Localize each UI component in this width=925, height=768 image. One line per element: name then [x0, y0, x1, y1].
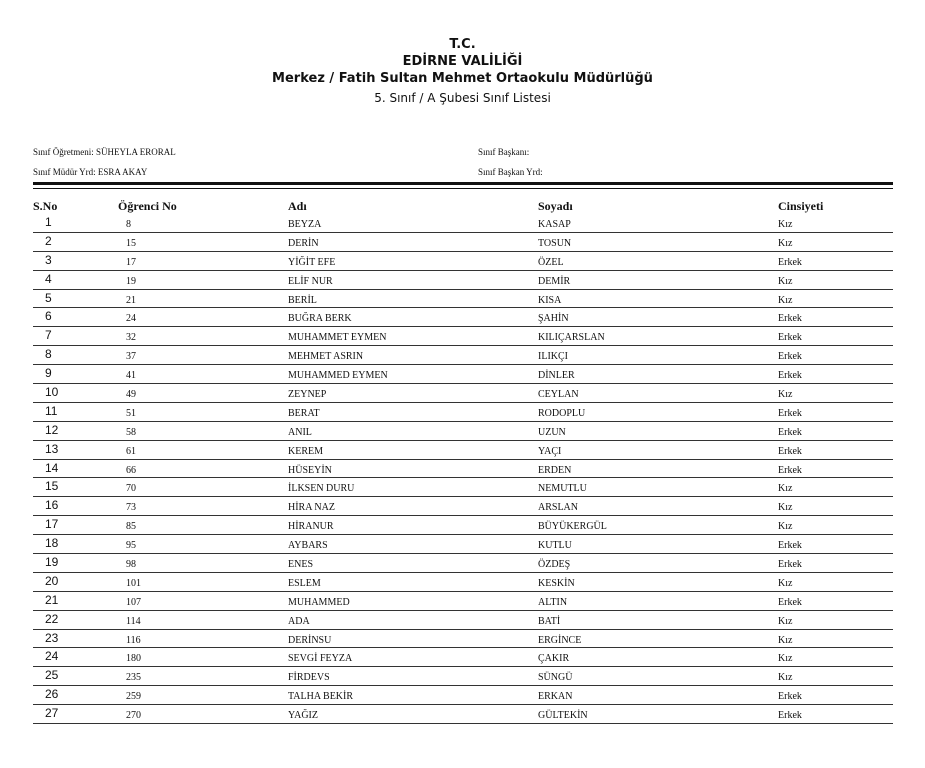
student-name: KEREM [288, 445, 323, 457]
student-name: MEHMET ASRIN [288, 351, 364, 363]
student-name: DERİN [288, 237, 319, 249]
student-gender: Kız [778, 237, 793, 249]
student-surname: ERDEN [538, 464, 572, 476]
student-name: TALHA BEKİR [288, 691, 354, 703]
student-surname: ALTIN [538, 596, 568, 608]
table-row [33, 422, 893, 441]
student-gender: Erkek [778, 426, 802, 438]
table-row [33, 592, 893, 611]
student-gender: Erkek [778, 445, 802, 457]
page-title: 5. Sınıf / A Şubesi Sınıf Listesi [374, 91, 551, 105]
table-row [33, 290, 893, 309]
table-row [33, 648, 893, 667]
student-number: 98 [126, 559, 136, 571]
student-number: 259 [126, 691, 141, 703]
student-name: ELİF NUR [288, 275, 333, 287]
student-name: ESLEM [288, 577, 321, 589]
student-name: DERİNSU [288, 634, 332, 646]
table-row [33, 535, 893, 554]
table-row [33, 460, 893, 479]
student-surname: ŞAHİN [538, 313, 569, 325]
student-surname: CEYLAN [538, 389, 579, 401]
row-no: 20 [45, 573, 59, 588]
row-no: 7 [45, 328, 52, 343]
table-row [33, 327, 893, 346]
table-row [33, 611, 893, 630]
row-no: 26 [45, 687, 59, 702]
row-no: 10 [45, 385, 59, 400]
student-gender: Erkek [778, 710, 802, 722]
student-number: 101 [126, 577, 141, 589]
student-gender: Kız [778, 653, 793, 665]
student-surname: ILIKÇI [538, 351, 568, 363]
header-divider-thin [33, 188, 893, 189]
student-name: ENES [288, 559, 313, 571]
student-gender: Erkek [778, 464, 802, 476]
student-name: BUĞRA BERK [288, 313, 352, 325]
student-number: 8 [126, 219, 131, 230]
col-header-gender: Cinsiyeti [778, 199, 824, 213]
student-surname: GÜLTEKİN [538, 710, 588, 722]
student-number: 24 [126, 313, 136, 325]
row-no: 9 [45, 366, 52, 381]
student-number: 270 [126, 710, 141, 722]
student-gender: Kız [778, 483, 793, 495]
student-name: HİRA NAZ [288, 502, 335, 514]
student-surname: TOSUN [538, 237, 572, 249]
row-no: 27 [45, 706, 59, 721]
student-surname: KESKİN [538, 577, 575, 589]
student-surname: KILIÇARSLAN [538, 332, 605, 344]
student-surname: ÇAKIR [538, 653, 570, 665]
row-no: 19 [45, 555, 59, 570]
student-name: MUHAMMED [288, 596, 350, 608]
student-gender: Kız [778, 294, 793, 306]
row-no: 24 [45, 649, 59, 664]
student-name: ADA [288, 615, 310, 627]
student-surname: DİNLER [538, 370, 575, 382]
student-name: BEYZA [288, 219, 322, 230]
student-surname: DEMİR [538, 275, 571, 287]
row-no: 18 [45, 536, 59, 551]
row-no: 25 [45, 668, 59, 683]
table-row [33, 384, 893, 403]
student-gender: Erkek [778, 256, 802, 268]
row-no: 4 [45, 271, 52, 286]
student-surname: UZUN [538, 426, 566, 438]
table-row [33, 403, 893, 422]
student-number: 73 [126, 502, 136, 514]
row-no: 12 [45, 422, 59, 437]
student-number: 114 [126, 615, 141, 627]
student-number: 107 [126, 596, 141, 608]
header-school: Merkez / Fatih Sultan Mehmet Ortaokulu Müdürlüğü [272, 71, 653, 86]
student-name: BERİL [288, 294, 317, 306]
row-no: 16 [45, 498, 59, 513]
student-number: 21 [126, 294, 136, 306]
student-number: 85 [126, 521, 136, 533]
table-row [33, 233, 893, 252]
student-name: MUHAMMED EYMEN [288, 370, 388, 382]
student-gender: Kız [778, 672, 793, 684]
student-number: 32 [126, 332, 136, 344]
student-name: AYBARS [288, 540, 328, 552]
col-header-no: S.No [33, 199, 58, 213]
table-row [33, 441, 893, 460]
student-gender: Erkek [778, 370, 802, 382]
student-number: 95 [126, 540, 136, 552]
student-surname: BATİ [538, 615, 561, 627]
student-gender: Erkek [778, 332, 802, 344]
row-no: 14 [45, 460, 59, 475]
header-divider-thick [33, 182, 893, 185]
student-number: 116 [126, 634, 141, 646]
table-row [33, 252, 893, 271]
student-number: 15 [126, 237, 136, 249]
student-number: 41 [126, 370, 136, 382]
table-row [33, 573, 893, 592]
student-number: 37 [126, 351, 136, 363]
row-no: 2 [45, 233, 52, 248]
student-gender: Erkek [778, 559, 802, 571]
student-number: 58 [126, 426, 136, 438]
vice-principal: Sınıf Müdür Yrd: ESRA AKAY [33, 167, 148, 177]
student-surname: ARSLAN [538, 502, 579, 514]
row-no: 6 [45, 309, 52, 324]
student-number: 19 [126, 275, 136, 287]
row-no: 11 [45, 403, 58, 418]
student-surname: ÖZDEŞ [538, 559, 571, 571]
student-surname: RODOPLU [538, 407, 586, 419]
table-row [33, 478, 893, 497]
col-header-student-no: Öğrenci No [118, 199, 177, 213]
student-surname: SÜNGÜ [538, 672, 573, 684]
student-name: SEVGİ FEYZA [288, 653, 353, 665]
student-name: YAĞIZ [288, 710, 318, 722]
student-gender: Erkek [778, 313, 802, 325]
row-no: 1 [45, 215, 52, 229]
row-no: 22 [45, 611, 59, 626]
class-vice-president: Sınıf Başkan Yrd: [478, 167, 543, 177]
col-header-name: Adı [288, 199, 307, 213]
table-row [33, 686, 893, 705]
student-gender: Erkek [778, 540, 802, 552]
student-gender: Kız [778, 389, 793, 401]
student-gender: Erkek [778, 691, 802, 703]
header-governorship: EDİRNE VALİLİĞİ [402, 54, 523, 69]
student-number: 180 [126, 653, 141, 665]
table-row [33, 308, 893, 327]
student-gender: Kız [778, 634, 793, 646]
student-number: 61 [126, 445, 136, 457]
table-row [33, 554, 893, 573]
student-name: ZEYNEP [288, 389, 327, 401]
row-no: 13 [45, 441, 59, 456]
table-row [33, 214, 893, 233]
student-number: 49 [126, 389, 136, 401]
student-surname: KUTLU [538, 540, 572, 552]
student-number: 17 [126, 256, 136, 268]
student-surname: KISA [538, 294, 562, 306]
row-no: 21 [45, 592, 59, 607]
table-row [33, 516, 893, 535]
student-gender: Erkek [778, 596, 802, 608]
student-gender: Kız [778, 615, 793, 627]
student-gender: Kız [778, 219, 793, 230]
student-name: HÜSEYİN [288, 464, 332, 476]
row-no: 3 [45, 252, 52, 267]
student-name: HİRANUR [288, 521, 334, 533]
student-number: 70 [126, 483, 136, 495]
row-no: 15 [45, 479, 59, 494]
student-number: 235 [126, 672, 141, 684]
student-gender: Kız [778, 275, 793, 287]
header-tc: T.C. [449, 37, 476, 52]
student-name: FİRDEVS [288, 672, 330, 684]
row-no: 17 [45, 517, 59, 532]
student-name: MUHAMMET EYMEN [288, 332, 387, 344]
student-surname: ERGİNCE [538, 634, 582, 646]
row-no: 5 [45, 290, 52, 305]
class-teacher: Sınıf Öğretmeni: SÜHEYLA ERORAL [33, 147, 176, 157]
student-number: 51 [126, 407, 136, 419]
row-no: 8 [45, 347, 52, 362]
student-list [33, 214, 893, 724]
student-surname: BÜYÜKERGÜL [538, 521, 607, 533]
student-name: ANIL [288, 426, 312, 438]
student-number: 66 [126, 464, 136, 476]
student-gender: Erkek [778, 351, 802, 363]
student-gender: Erkek [778, 407, 802, 419]
table-row [33, 365, 893, 384]
col-header-surname: Soyadı [538, 199, 573, 213]
student-surname: NEMUTLU [538, 483, 587, 495]
table-row [33, 271, 893, 290]
table-row [33, 630, 893, 649]
table-row [33, 497, 893, 516]
student-gender: Kız [778, 577, 793, 589]
student-name: İLKSEN DURU [288, 483, 355, 495]
table-row [33, 667, 893, 686]
class-president: Sınıf Başkanı: [478, 147, 530, 157]
row-no: 23 [45, 630, 59, 645]
student-gender: Kız [778, 502, 793, 514]
table-row [33, 705, 893, 724]
student-surname: YAÇI [538, 445, 562, 457]
student-surname: ÖZEL [538, 256, 564, 268]
student-surname: ERKAN [538, 691, 573, 703]
student-name: BERAT [288, 407, 320, 419]
student-gender: Kız [778, 521, 793, 533]
student-surname: KASAP [538, 219, 571, 230]
student-name: YİĞİT EFE [288, 256, 336, 268]
table-row [33, 346, 893, 365]
